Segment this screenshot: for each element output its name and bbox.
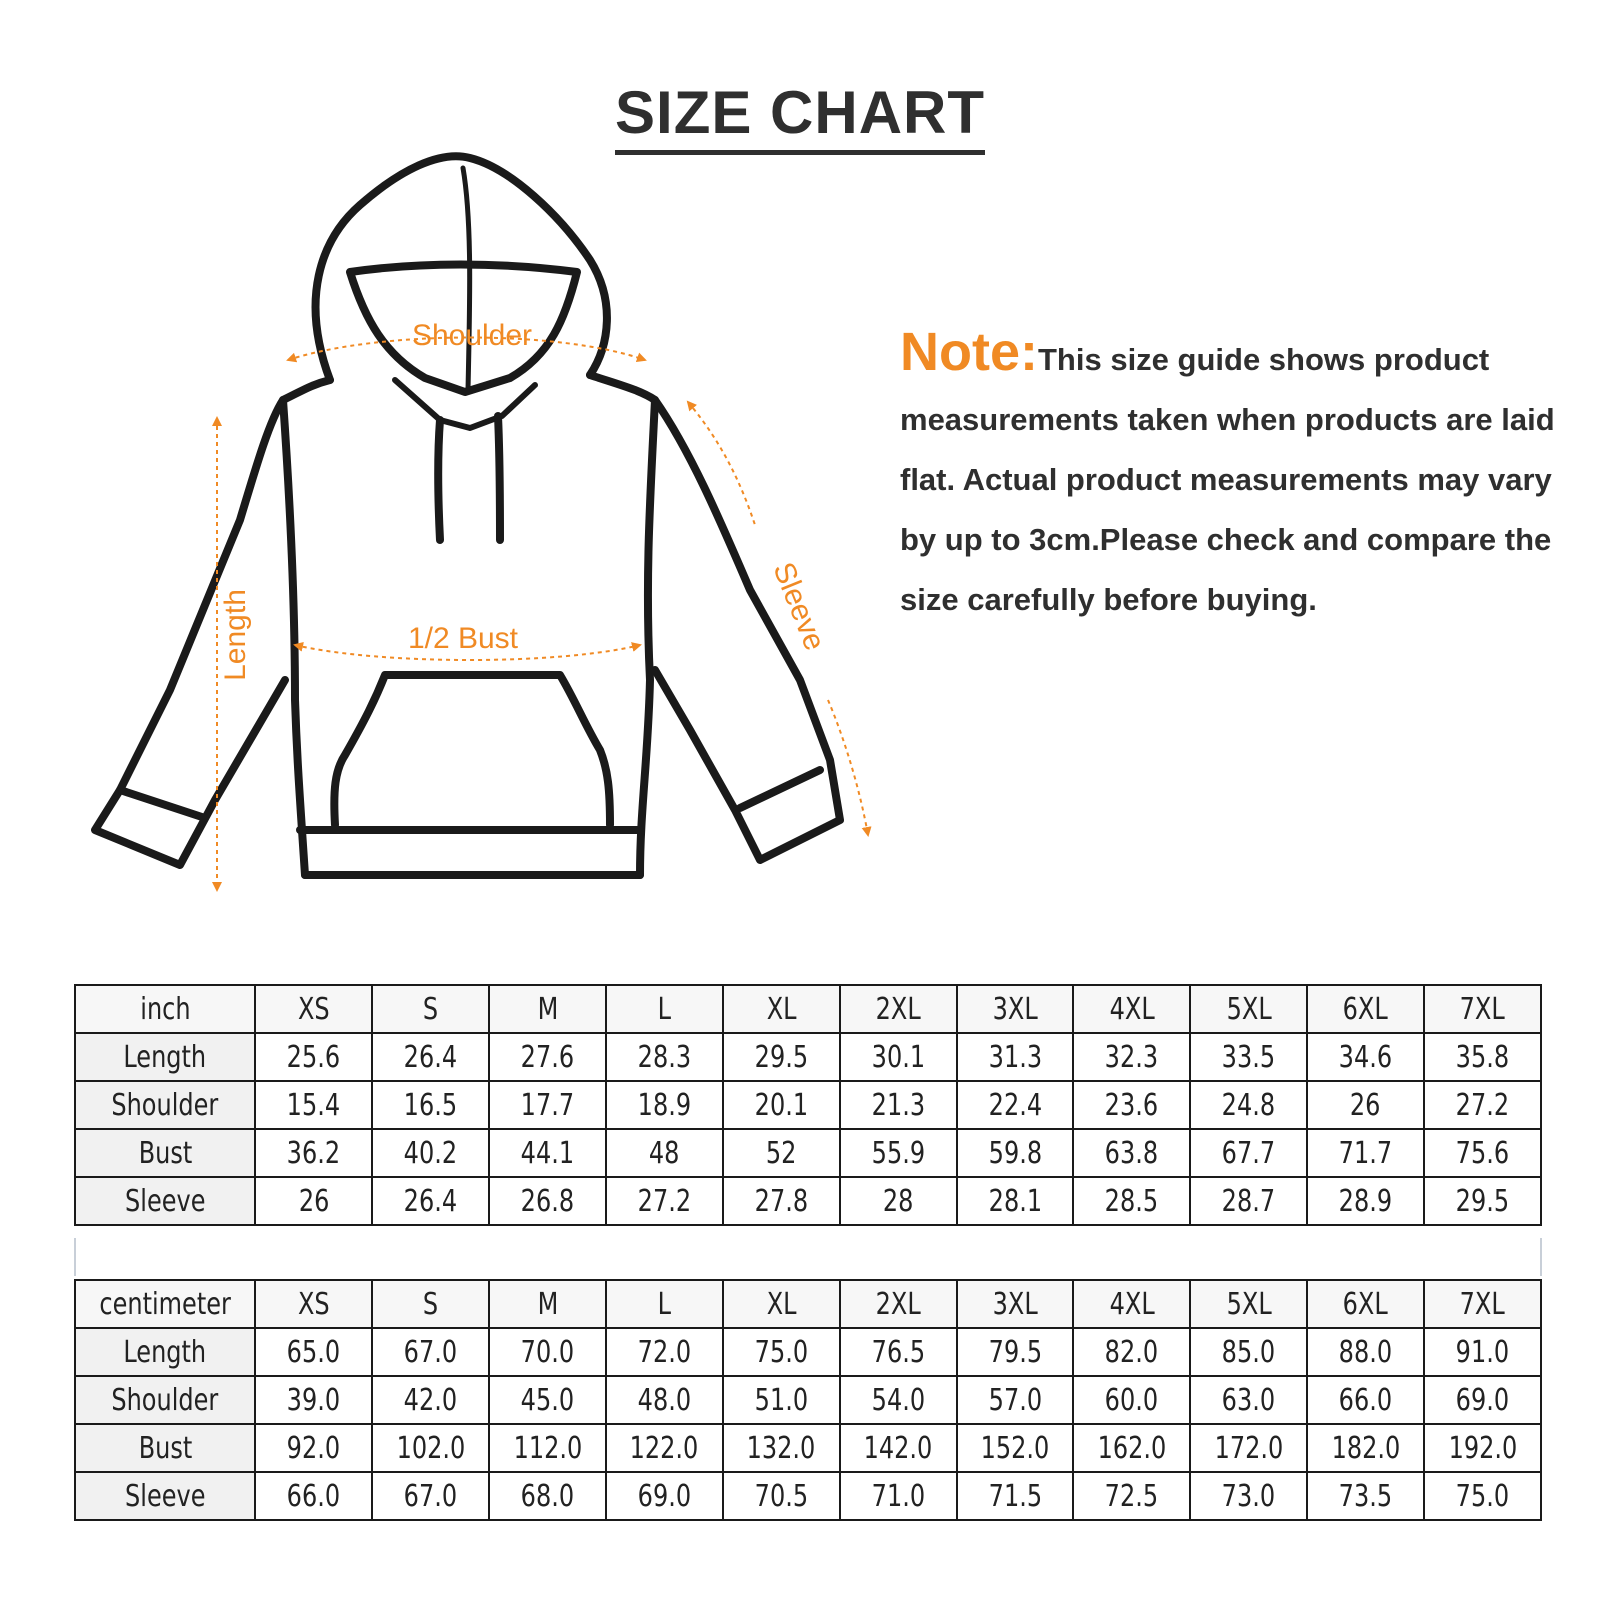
value-text: 71.5	[988, 1478, 1042, 1514]
value-text: 122.0	[630, 1430, 699, 1466]
row-label-text: Shoulder	[111, 1087, 219, 1123]
table-row	[75, 1424, 1541, 1472]
value-cell	[255, 1081, 372, 1129]
value-text: 85.0	[1222, 1334, 1276, 1370]
size-header-cell	[1073, 1280, 1190, 1328]
value-cell	[723, 1081, 840, 1129]
size-header-cell	[255, 985, 372, 1033]
value-cell	[1190, 1328, 1307, 1376]
value-text: 28.7	[1222, 1183, 1276, 1219]
unit-header-cell	[75, 1280, 255, 1328]
value-text: 132.0	[746, 1430, 816, 1466]
value-cell	[1424, 1328, 1541, 1376]
value-text: 45.0	[520, 1382, 575, 1418]
value-cell	[255, 1328, 372, 1376]
value-text: 42.0	[403, 1382, 458, 1418]
row-label-text: Length	[123, 1334, 207, 1370]
value-cell	[723, 1033, 840, 1081]
value-text: 28.9	[1338, 1183, 1393, 1219]
value-cell	[489, 1129, 606, 1177]
table-row	[75, 1033, 1541, 1081]
value-text: 75.0	[1455, 1478, 1510, 1514]
unit-header-text: centimeter	[99, 1286, 231, 1322]
value-text: 73.5	[1338, 1478, 1393, 1514]
row-label-text: Bust	[138, 1430, 193, 1466]
size-header-cell	[606, 985, 723, 1033]
value-text: 27.6	[520, 1039, 575, 1075]
size-header-cell	[840, 1280, 957, 1328]
value-text: 48.0	[637, 1382, 692, 1418]
value-text: 40.2	[403, 1135, 458, 1171]
row-label-text: Shoulder	[111, 1382, 219, 1418]
value-text: 21.3	[871, 1087, 925, 1123]
size-header-text: S	[423, 991, 439, 1027]
value-text: 182.0	[1331, 1430, 1400, 1466]
value-cell	[255, 1129, 372, 1177]
row-label-cell	[75, 1472, 255, 1520]
value-text: 75.6	[1455, 1135, 1510, 1171]
value-cell	[957, 1081, 1074, 1129]
size-header-cell	[489, 985, 606, 1033]
value-cell	[957, 1129, 1074, 1177]
note-label: Note:	[900, 322, 1038, 382]
size-header-text: XL	[766, 991, 797, 1027]
table-row	[75, 1081, 1541, 1129]
value-text: 34.6	[1338, 1039, 1393, 1075]
value-text: 67.0	[403, 1478, 458, 1514]
value-cell	[255, 1376, 372, 1424]
value-text: 22.4	[988, 1087, 1042, 1123]
size-header-text: L	[657, 991, 672, 1027]
row-label-cell	[75, 1033, 255, 1081]
value-text: 66.0	[1338, 1382, 1393, 1418]
value-text: 26.4	[403, 1039, 458, 1075]
value-cell	[489, 1328, 606, 1376]
size-header-cell	[840, 985, 957, 1033]
value-cell	[1190, 1424, 1307, 1472]
value-text: 27.8	[754, 1183, 809, 1219]
size-header-text: 4XL	[1109, 991, 1155, 1027]
value-text: 24.8	[1222, 1087, 1276, 1123]
value-text: 25.6	[287, 1039, 341, 1075]
value-cell	[606, 1129, 723, 1177]
value-cell	[1073, 1033, 1190, 1081]
value-text: 16.5	[403, 1087, 458, 1123]
value-text: 192.0	[1448, 1430, 1517, 1466]
size-header-text: S	[423, 1286, 439, 1322]
value-cell	[723, 1424, 840, 1472]
size-header-cell	[372, 1280, 489, 1328]
value-text: 69.0	[1455, 1382, 1510, 1418]
value-text: 36.2	[287, 1135, 341, 1171]
value-text: 67.7	[1222, 1135, 1276, 1171]
table-row	[75, 1328, 1541, 1376]
size-header-text: M	[537, 991, 558, 1027]
value-cell	[372, 1129, 489, 1177]
value-cell	[840, 1033, 957, 1081]
value-cell	[1073, 1328, 1190, 1376]
value-cell	[372, 1472, 489, 1520]
value-cell	[957, 1424, 1074, 1472]
value-cell	[1190, 1129, 1307, 1177]
value-cell	[723, 1376, 840, 1424]
size-header-cell	[1424, 1280, 1541, 1328]
value-text: 28	[882, 1183, 914, 1219]
value-text: 26.4	[403, 1183, 458, 1219]
value-cell	[1307, 1376, 1424, 1424]
size-header-cell	[957, 1280, 1074, 1328]
size-header-cell	[1190, 1280, 1307, 1328]
row-label-text: Length	[123, 1039, 207, 1075]
value-text: 29.5	[1455, 1183, 1510, 1219]
row-label-cell	[75, 1424, 255, 1472]
value-text: 39.0	[287, 1382, 341, 1418]
size-header-text: XS	[298, 991, 330, 1027]
value-cell	[957, 1033, 1074, 1081]
value-cell	[372, 1177, 489, 1225]
size-header-cell	[489, 1280, 606, 1328]
value-text: 152.0	[980, 1430, 1050, 1466]
table-row	[75, 1129, 1541, 1177]
row-label-cell	[75, 1177, 255, 1225]
value-cell	[1073, 1129, 1190, 1177]
value-text: 28.1	[988, 1183, 1042, 1219]
value-text: 57.0	[988, 1382, 1042, 1418]
value-cell	[1190, 1376, 1307, 1424]
value-text: 51.0	[754, 1382, 809, 1418]
value-cell	[1424, 1177, 1541, 1225]
value-text: 67.0	[403, 1334, 458, 1370]
centimeter-size-table	[74, 1279, 1542, 1521]
value-cell	[255, 1177, 372, 1225]
value-text: 44.1	[520, 1135, 575, 1171]
value-cell	[255, 1472, 372, 1520]
size-header-cell	[255, 1280, 372, 1328]
value-cell	[372, 1376, 489, 1424]
value-text: 54.0	[871, 1382, 925, 1418]
unit-header-text: inch	[140, 991, 191, 1027]
value-text: 68.0	[520, 1478, 575, 1514]
value-cell	[1424, 1033, 1541, 1081]
value-text: 172.0	[1214, 1430, 1284, 1466]
value-text: 28.3	[637, 1039, 692, 1075]
value-text: 35.8	[1455, 1039, 1510, 1075]
value-cell	[1073, 1472, 1190, 1520]
value-cell	[1307, 1081, 1424, 1129]
value-text: 29.5	[754, 1039, 809, 1075]
value-cell	[1307, 1129, 1424, 1177]
value-cell	[1307, 1033, 1424, 1081]
value-cell	[957, 1472, 1074, 1520]
size-header-text: 6XL	[1343, 991, 1389, 1027]
value-cell	[1424, 1472, 1541, 1520]
value-cell	[489, 1033, 606, 1081]
value-text: 52	[766, 1135, 797, 1171]
value-cell	[1073, 1376, 1190, 1424]
value-text: 60.0	[1105, 1382, 1159, 1418]
size-header-text: 5XL	[1226, 991, 1272, 1027]
value-text: 17.7	[520, 1087, 575, 1123]
value-cell	[606, 1033, 723, 1081]
size-header-text: 3XL	[992, 1286, 1038, 1322]
value-cell	[723, 1328, 840, 1376]
value-cell	[840, 1424, 957, 1472]
value-text: 30.1	[871, 1039, 925, 1075]
value-cell	[372, 1081, 489, 1129]
value-text: 71.0	[871, 1478, 925, 1514]
value-text: 23.6	[1105, 1087, 1159, 1123]
value-cell	[606, 1177, 723, 1225]
note-block	[900, 322, 1570, 630]
inch-size-table	[74, 984, 1542, 1226]
page-title: SIZE CHART	[0, 78, 1600, 147]
note-text: This size guide shows product measurements taken when products are laid flat. Actual product measurements may vary by up to 3cm.Please check and compare the size carefully before buying.	[900, 342, 1555, 617]
value-cell	[1424, 1376, 1541, 1424]
value-text: 82.0	[1105, 1334, 1159, 1370]
value-text: 70.0	[520, 1334, 575, 1370]
table-row	[75, 1376, 1541, 1424]
value-cell	[1073, 1424, 1190, 1472]
value-text: 20.1	[754, 1087, 809, 1123]
value-cell	[489, 1376, 606, 1424]
value-cell	[372, 1424, 489, 1472]
value-cell	[723, 1177, 840, 1225]
size-header-text: 6XL	[1343, 1286, 1389, 1322]
hoodie-diagram	[80, 140, 880, 900]
length-label: Length	[219, 589, 252, 681]
row-label-cell	[75, 1328, 255, 1376]
value-text: 63.0	[1222, 1382, 1276, 1418]
value-cell	[1190, 1177, 1307, 1225]
value-cell	[1424, 1129, 1541, 1177]
size-header-cell	[957, 985, 1074, 1033]
value-cell	[1073, 1081, 1190, 1129]
size-header-text: 2XL	[875, 991, 921, 1027]
value-text: 72.5	[1105, 1478, 1159, 1514]
value-text: 142.0	[863, 1430, 933, 1466]
value-text: 27.2	[1455, 1087, 1510, 1123]
value-text: 162.0	[1097, 1430, 1167, 1466]
measurement-arrows	[217, 338, 868, 891]
value-cell	[489, 1177, 606, 1225]
value-text: 79.5	[988, 1334, 1042, 1370]
hoodie-outline	[95, 156, 840, 875]
value-cell	[1307, 1424, 1424, 1472]
value-text: 28.5	[1105, 1183, 1159, 1219]
size-header-cell	[606, 1280, 723, 1328]
row-label-cell	[75, 1081, 255, 1129]
table-header-row	[75, 985, 1541, 1033]
value-text: 72.0	[637, 1334, 692, 1370]
size-header-text: 5XL	[1226, 1286, 1272, 1322]
value-text: 26	[298, 1183, 330, 1219]
table-row	[75, 1177, 1541, 1225]
value-text: 102.0	[396, 1430, 466, 1466]
size-header-cell	[723, 1280, 840, 1328]
size-header-cell	[723, 985, 840, 1033]
value-cell	[606, 1376, 723, 1424]
value-cell	[255, 1033, 372, 1081]
value-cell	[372, 1033, 489, 1081]
size-header-text: 4XL	[1109, 1286, 1155, 1322]
value-text: 92.0	[287, 1430, 341, 1466]
sleeve-label: Sleeve	[766, 557, 832, 656]
value-cell	[606, 1472, 723, 1520]
size-header-text: 3XL	[992, 991, 1038, 1027]
value-cell	[723, 1472, 840, 1520]
value-text: 71.7	[1338, 1135, 1393, 1171]
value-cell	[606, 1424, 723, 1472]
value-cell	[840, 1328, 957, 1376]
unit-header-cell	[75, 985, 255, 1033]
row-label-text: Sleeve	[125, 1183, 206, 1219]
value-text: 66.0	[287, 1478, 341, 1514]
value-text: 73.0	[1222, 1478, 1276, 1514]
value-cell	[957, 1376, 1074, 1424]
size-header-text: XS	[298, 1286, 330, 1322]
table-row	[75, 1472, 1541, 1520]
row-label-cell	[75, 1376, 255, 1424]
value-text: 112.0	[513, 1430, 582, 1466]
value-cell	[1190, 1472, 1307, 1520]
row-label-text: Sleeve	[125, 1478, 206, 1514]
value-text: 65.0	[287, 1334, 341, 1370]
value-text: 48	[649, 1135, 680, 1171]
size-header-text: 7XL	[1459, 991, 1506, 1027]
value-cell	[1307, 1472, 1424, 1520]
value-cell	[489, 1472, 606, 1520]
value-cell	[1190, 1033, 1307, 1081]
value-text: 75.0	[754, 1334, 809, 1370]
value-text: 76.5	[871, 1334, 925, 1370]
value-text: 55.9	[871, 1135, 925, 1171]
size-header-text: L	[657, 1286, 672, 1322]
row-label-text: Bust	[138, 1135, 193, 1171]
shoulder-label: Shoulder	[411, 319, 533, 352]
value-cell	[723, 1129, 840, 1177]
sleeve-arrow-upper	[688, 402, 755, 525]
value-cell	[489, 1081, 606, 1129]
size-header-text: M	[537, 1286, 558, 1322]
value-cell	[957, 1328, 1074, 1376]
row-label-cell	[75, 1129, 255, 1177]
size-header-text: XL	[766, 1286, 797, 1322]
value-cell	[1424, 1081, 1541, 1129]
size-header-cell	[1307, 1280, 1424, 1328]
value-text: 27.2	[637, 1183, 692, 1219]
value-text: 33.5	[1222, 1039, 1276, 1075]
value-text: 26.8	[520, 1183, 575, 1219]
size-header-cell	[1424, 985, 1541, 1033]
value-text: 31.3	[988, 1039, 1042, 1075]
value-text: 32.3	[1105, 1039, 1159, 1075]
value-cell	[840, 1472, 957, 1520]
value-text: 26	[1350, 1087, 1381, 1123]
value-cell	[840, 1376, 957, 1424]
value-cell	[606, 1081, 723, 1129]
value-cell	[255, 1424, 372, 1472]
size-header-cell	[1073, 985, 1190, 1033]
value-cell	[1307, 1177, 1424, 1225]
value-text: 88.0	[1338, 1334, 1393, 1370]
value-text: 69.0	[637, 1478, 692, 1514]
size-header-cell	[1307, 985, 1424, 1033]
value-cell	[1073, 1177, 1190, 1225]
size-header-cell	[1190, 985, 1307, 1033]
value-cell	[957, 1177, 1074, 1225]
table-spacer-row	[74, 1238, 1542, 1276]
size-header-cell	[372, 985, 489, 1033]
value-cell	[840, 1177, 957, 1225]
value-cell	[372, 1328, 489, 1376]
value-text: 91.0	[1455, 1334, 1510, 1370]
value-cell	[1307, 1328, 1424, 1376]
value-text: 15.4	[287, 1087, 341, 1123]
table-header-row	[75, 1280, 1541, 1328]
value-cell	[840, 1129, 957, 1177]
size-header-text: 7XL	[1459, 1286, 1506, 1322]
half-bust-label: 1/2 Bust	[407, 622, 519, 655]
value-cell	[1424, 1424, 1541, 1472]
value-text: 63.8	[1105, 1135, 1159, 1171]
value-text: 18.9	[637, 1087, 692, 1123]
value-cell	[840, 1081, 957, 1129]
value-cell	[606, 1328, 723, 1376]
value-text: 70.5	[754, 1478, 809, 1514]
size-header-text: 2XL	[875, 1286, 921, 1322]
value-cell	[489, 1424, 606, 1472]
value-cell	[1190, 1081, 1307, 1129]
value-text: 59.8	[988, 1135, 1042, 1171]
